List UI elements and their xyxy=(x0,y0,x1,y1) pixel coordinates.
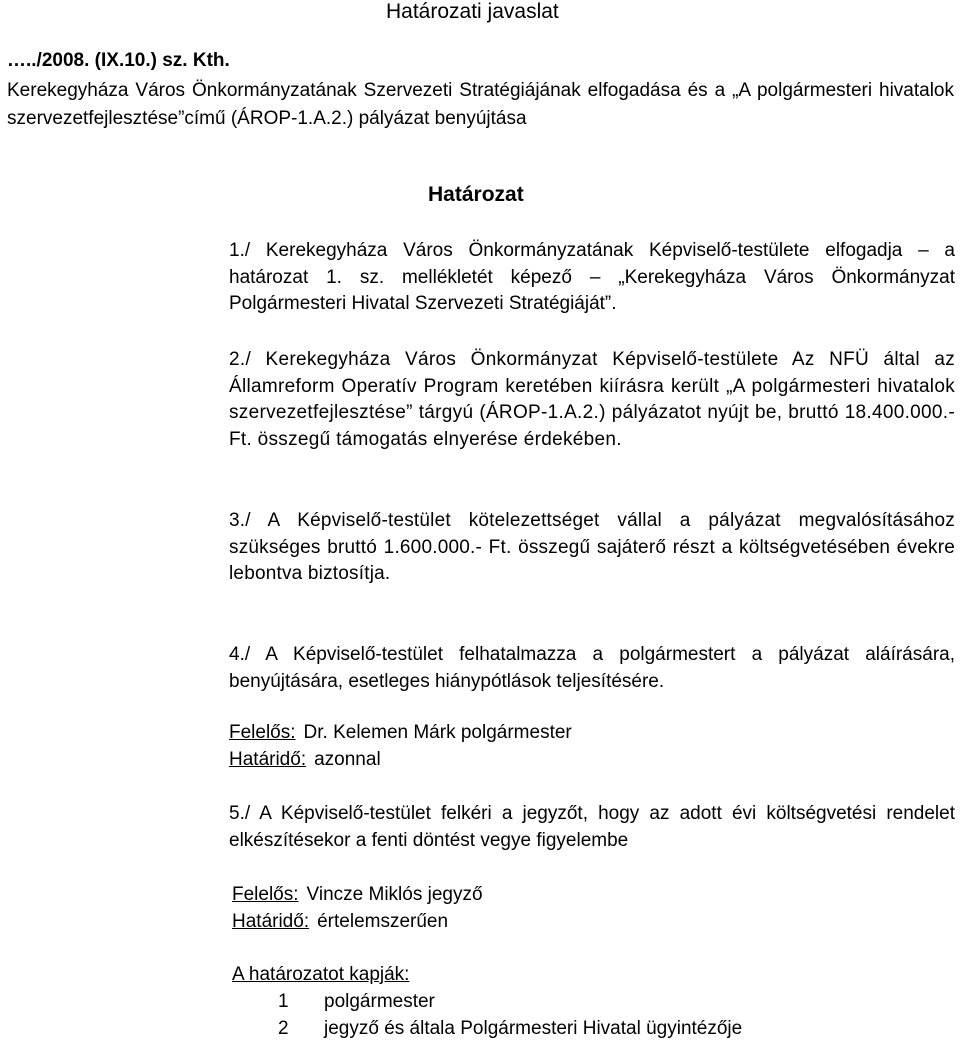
decision-paragraph-2: 2./ Kerekegyháza Város Önkormányzat Képviselő-testülete Az NFÜ által az Államreform Operatív Program keretében kiírásra került „A polgármesteri hivatalok szervezetfejlesztése” tárgyú (ÁROP-1.A.2.) pályázatot nyújt be, bruttó 18.400.000.- Ft. összegű támogatás elnyerése érdekében. xyxy=(229,349,955,450)
responsible-line-1 xyxy=(229,720,572,746)
decision-heading: Határozat xyxy=(428,183,524,206)
recipient-item xyxy=(232,989,435,1015)
responsible-value: Dr. Kelemen Márk polgármester xyxy=(303,722,572,743)
recipients-heading: A határozatot kapják: xyxy=(232,964,410,985)
deadline-label: Határidő: xyxy=(229,749,307,770)
responsible-label: Felelős: xyxy=(229,722,296,743)
responsible-value: Vincze Miklós jegyző xyxy=(306,884,483,905)
recipient-number: 2 xyxy=(278,1018,289,1039)
recipient-text: jegyző és általa Polgármesteri Hivatal ügyintézője xyxy=(324,1018,743,1039)
decision-paragraph-1: 1./ Kerekegyháza Város Önkormányzatának Képviselő-testülete elfogadja – a határozat 1. sz. mellékletét képező – „Kerekegyháza Város Önkormányzat Polgármesteri Hivatal Szervezeti Stratégiáját”. xyxy=(229,240,955,314)
decision-paragraph-4: 4./ A Képviselő-testület felhatalmazza a polgármestert a pályázat aláírására, benyújtására, esetleges hiánypótlások teljesítésére. xyxy=(229,644,955,692)
document-title: Határozati javaslat xyxy=(386,0,559,23)
deadline-value: értelemszerűen xyxy=(317,911,449,932)
deadline-line-2 xyxy=(232,909,448,935)
recipient-text: polgármester xyxy=(324,991,435,1012)
resolution-subject: Kerekegyháza Város Önkormányzatának Szervezeti Stratégiájának elfogadása és a „A polgármesteri hivatalok szervezetfejlesztése”című (ÁROP-1.A.2.) pályázat benyújtása xyxy=(7,80,954,129)
deadline-label: Határidő: xyxy=(232,911,310,932)
responsible-line-2 xyxy=(232,882,483,908)
resolution-reference: …../2008. (IX.10.) sz. Kth. xyxy=(7,50,230,71)
recipient-number: 1 xyxy=(278,991,289,1012)
deadline-value: azonnal xyxy=(314,749,381,770)
decision-paragraph-5: 5./ A Képviselő-testület felkéri a jegyzőt, hogy az adott évi költségvetési rendelet elkészítésekor a fenti döntést vegye figyelembe xyxy=(229,803,955,851)
recipient-item xyxy=(232,1016,742,1042)
decision-paragraph-3: 3./ A Képviselő-testület kötelezettséget vállal a pályázat megvalósításához szükséges bruttó 1.600.000.- Ft. összegű sajáterő részt a költségvetésében évekre lebontva biztosítja. xyxy=(229,510,955,584)
responsible-label: Felelős: xyxy=(232,884,299,905)
deadline-line-1 xyxy=(229,747,381,773)
